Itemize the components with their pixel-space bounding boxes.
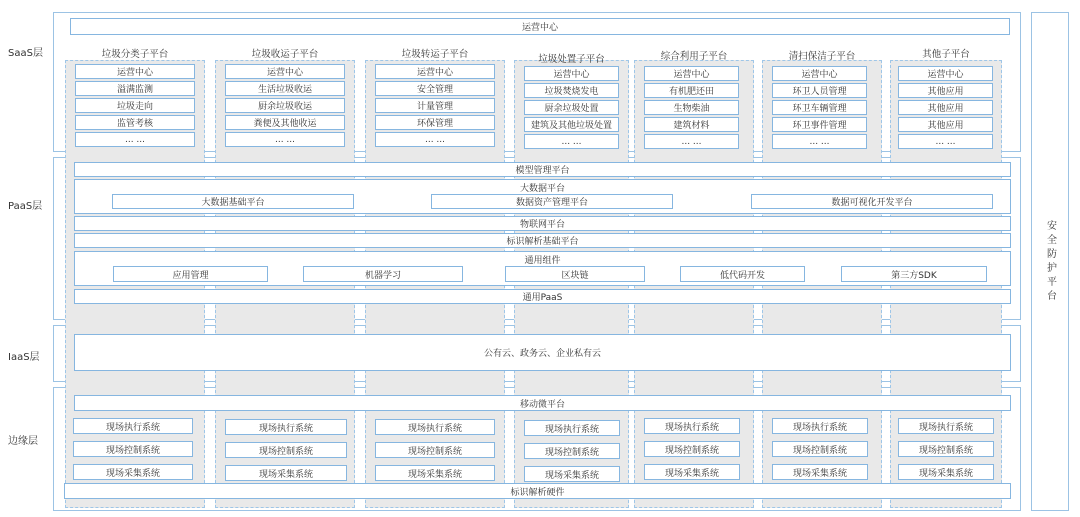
edge-system: 现场控制系统 bbox=[898, 441, 994, 457]
edge-system: 现场执行系统 bbox=[524, 420, 620, 436]
subplatform-item: ... ... bbox=[375, 132, 495, 147]
edge-system: 现场采集系统 bbox=[73, 464, 193, 480]
security-platform-label: 安全防护平台 bbox=[1044, 219, 1056, 304]
edge-system: 现场采集系统 bbox=[772, 464, 868, 480]
subplatform-title: 垃圾收运子平台 bbox=[251, 49, 319, 60]
subplatform-item: 粪便及其他收运 bbox=[225, 115, 345, 130]
edge-system: 现场控制系统 bbox=[73, 441, 193, 457]
security-platform bbox=[1031, 12, 1069, 511]
edge-system: 现场控制系统 bbox=[772, 441, 868, 457]
edge-system: 现场执行系统 bbox=[898, 418, 994, 434]
bigdata-item: 数据资产管理平台 bbox=[431, 194, 673, 209]
general-paas: 通用PaaS bbox=[74, 289, 1011, 304]
edge-system: 现场执行系统 bbox=[225, 419, 347, 435]
edge-system: 现场采集系统 bbox=[225, 465, 347, 481]
subplatform-item: 运营中心 bbox=[772, 66, 867, 81]
subplatform-item: 垃圾走向 bbox=[75, 98, 195, 113]
bigdata-item: 数据可视化开发平台 bbox=[751, 194, 993, 209]
subplatform-item: ... ... bbox=[898, 134, 993, 149]
identity-resolution-hardware: 标识解析硬件 bbox=[64, 483, 1011, 499]
subplatform-item: 监管考核 bbox=[75, 115, 195, 130]
bigdata-platform-title: 大数据平台 bbox=[519, 184, 565, 194]
subplatform-item: 运营中心 bbox=[898, 66, 993, 81]
bigdata-item: 大数据基础平台 bbox=[112, 194, 354, 209]
identity-resolution-platform: 标识解析基础平台 bbox=[74, 233, 1011, 248]
subplatform-item: 其他应用 bbox=[898, 83, 993, 98]
subplatform-item: 运营中心 bbox=[75, 64, 195, 79]
edge-system: 现场执行系统 bbox=[73, 418, 193, 434]
edge-system: 现场执行系统 bbox=[772, 418, 868, 434]
subplatform-title: 清扫保洁子平台 bbox=[788, 51, 856, 62]
subplatform-item: 计量管理 bbox=[375, 98, 495, 113]
edge-system: 现场执行系统 bbox=[375, 419, 495, 435]
subplatform-item: 其他应用 bbox=[898, 117, 993, 132]
iot-platform: 物联网平台 bbox=[74, 216, 1011, 231]
subplatform-item: ... ... bbox=[75, 132, 195, 147]
edge-system: 现场控制系统 bbox=[225, 442, 347, 458]
iaas-layer-label: IaaS层 bbox=[8, 352, 40, 363]
edge-system: 现场控制系统 bbox=[644, 441, 740, 457]
model-management-platform: 模型管理平台 bbox=[74, 162, 1011, 177]
subplatform-item: 厨余垃圾处置 bbox=[524, 100, 619, 115]
subplatform-item: 建筑材料 bbox=[644, 117, 739, 132]
subplatform-item: 安全管理 bbox=[375, 81, 495, 96]
subplatform-item: 生活垃圾收运 bbox=[225, 81, 345, 96]
subplatform-item: 生物柴油 bbox=[644, 100, 739, 115]
subplatform-item: 建筑及其他垃圾处置 bbox=[524, 117, 619, 132]
subplatform-item: ... ... bbox=[524, 134, 619, 149]
subplatform-item: 环卫人员管理 bbox=[772, 83, 867, 98]
edge-layer-label: 边缘层 bbox=[8, 436, 38, 447]
edge-system: 现场执行系统 bbox=[644, 418, 740, 434]
subplatform-title: 综合利用子平台 bbox=[660, 51, 728, 62]
subplatform-item: 其他应用 bbox=[898, 100, 993, 115]
saas-ops-center: 运营中心 bbox=[70, 18, 1010, 35]
edge-system: 现场采集系统 bbox=[524, 466, 620, 482]
subplatform-title: 其他子平台 bbox=[922, 49, 970, 60]
edge-system: 现场采集系统 bbox=[898, 464, 994, 480]
subplatform-item: 运营中心 bbox=[225, 64, 345, 79]
common-component-item: 应用管理 bbox=[113, 266, 268, 282]
subplatform-title: 垃圾处置子平台 bbox=[538, 54, 605, 65]
common-components-title: 通用组件 bbox=[524, 256, 561, 266]
subplatform-item: ... ... bbox=[225, 132, 345, 147]
common-component-item: 机器学习 bbox=[303, 266, 463, 282]
subplatform-item: 环卫车辆管理 bbox=[772, 100, 867, 115]
saas-layer-label: SaaS层 bbox=[8, 48, 43, 59]
subplatform-item: 运营中心 bbox=[644, 66, 739, 81]
subplatform-title: 垃圾转运子平台 bbox=[401, 49, 469, 60]
edge-system: 现场控制系统 bbox=[524, 443, 620, 459]
subplatform-item: 环保管理 bbox=[375, 115, 495, 130]
edge-system: 现场采集系统 bbox=[644, 464, 740, 480]
paas-layer-label: PaaS层 bbox=[8, 201, 43, 212]
edge-system: 现场采集系统 bbox=[375, 465, 495, 481]
subplatform-item: 溢满监测 bbox=[75, 81, 195, 96]
subplatform-item: 厨余垃圾收运 bbox=[225, 98, 345, 113]
subplatform-item: 垃圾焚烧发电 bbox=[524, 83, 619, 98]
subplatform-item: 有机肥还田 bbox=[644, 83, 739, 98]
common-component-item: 区块链 bbox=[505, 266, 645, 282]
cloud-infrastructure: 公有云、政务云、企业私有云 bbox=[74, 334, 1011, 371]
mobile-micro-platform: 移动微平台 bbox=[74, 395, 1011, 411]
subplatform-item: 运营中心 bbox=[375, 64, 495, 79]
common-component-item: 低代码开发 bbox=[680, 266, 805, 282]
subplatform-item: ... ... bbox=[644, 134, 739, 149]
edge-system: 现场控制系统 bbox=[375, 442, 495, 458]
common-component-item: 第三方SDK bbox=[841, 266, 987, 282]
subplatform-item: 环卫事件管理 bbox=[772, 117, 867, 132]
subplatform-item: 运营中心 bbox=[524, 66, 619, 81]
subplatform-item: ... ... bbox=[772, 134, 867, 149]
subplatform-title: 垃圾分类子平台 bbox=[101, 49, 169, 60]
